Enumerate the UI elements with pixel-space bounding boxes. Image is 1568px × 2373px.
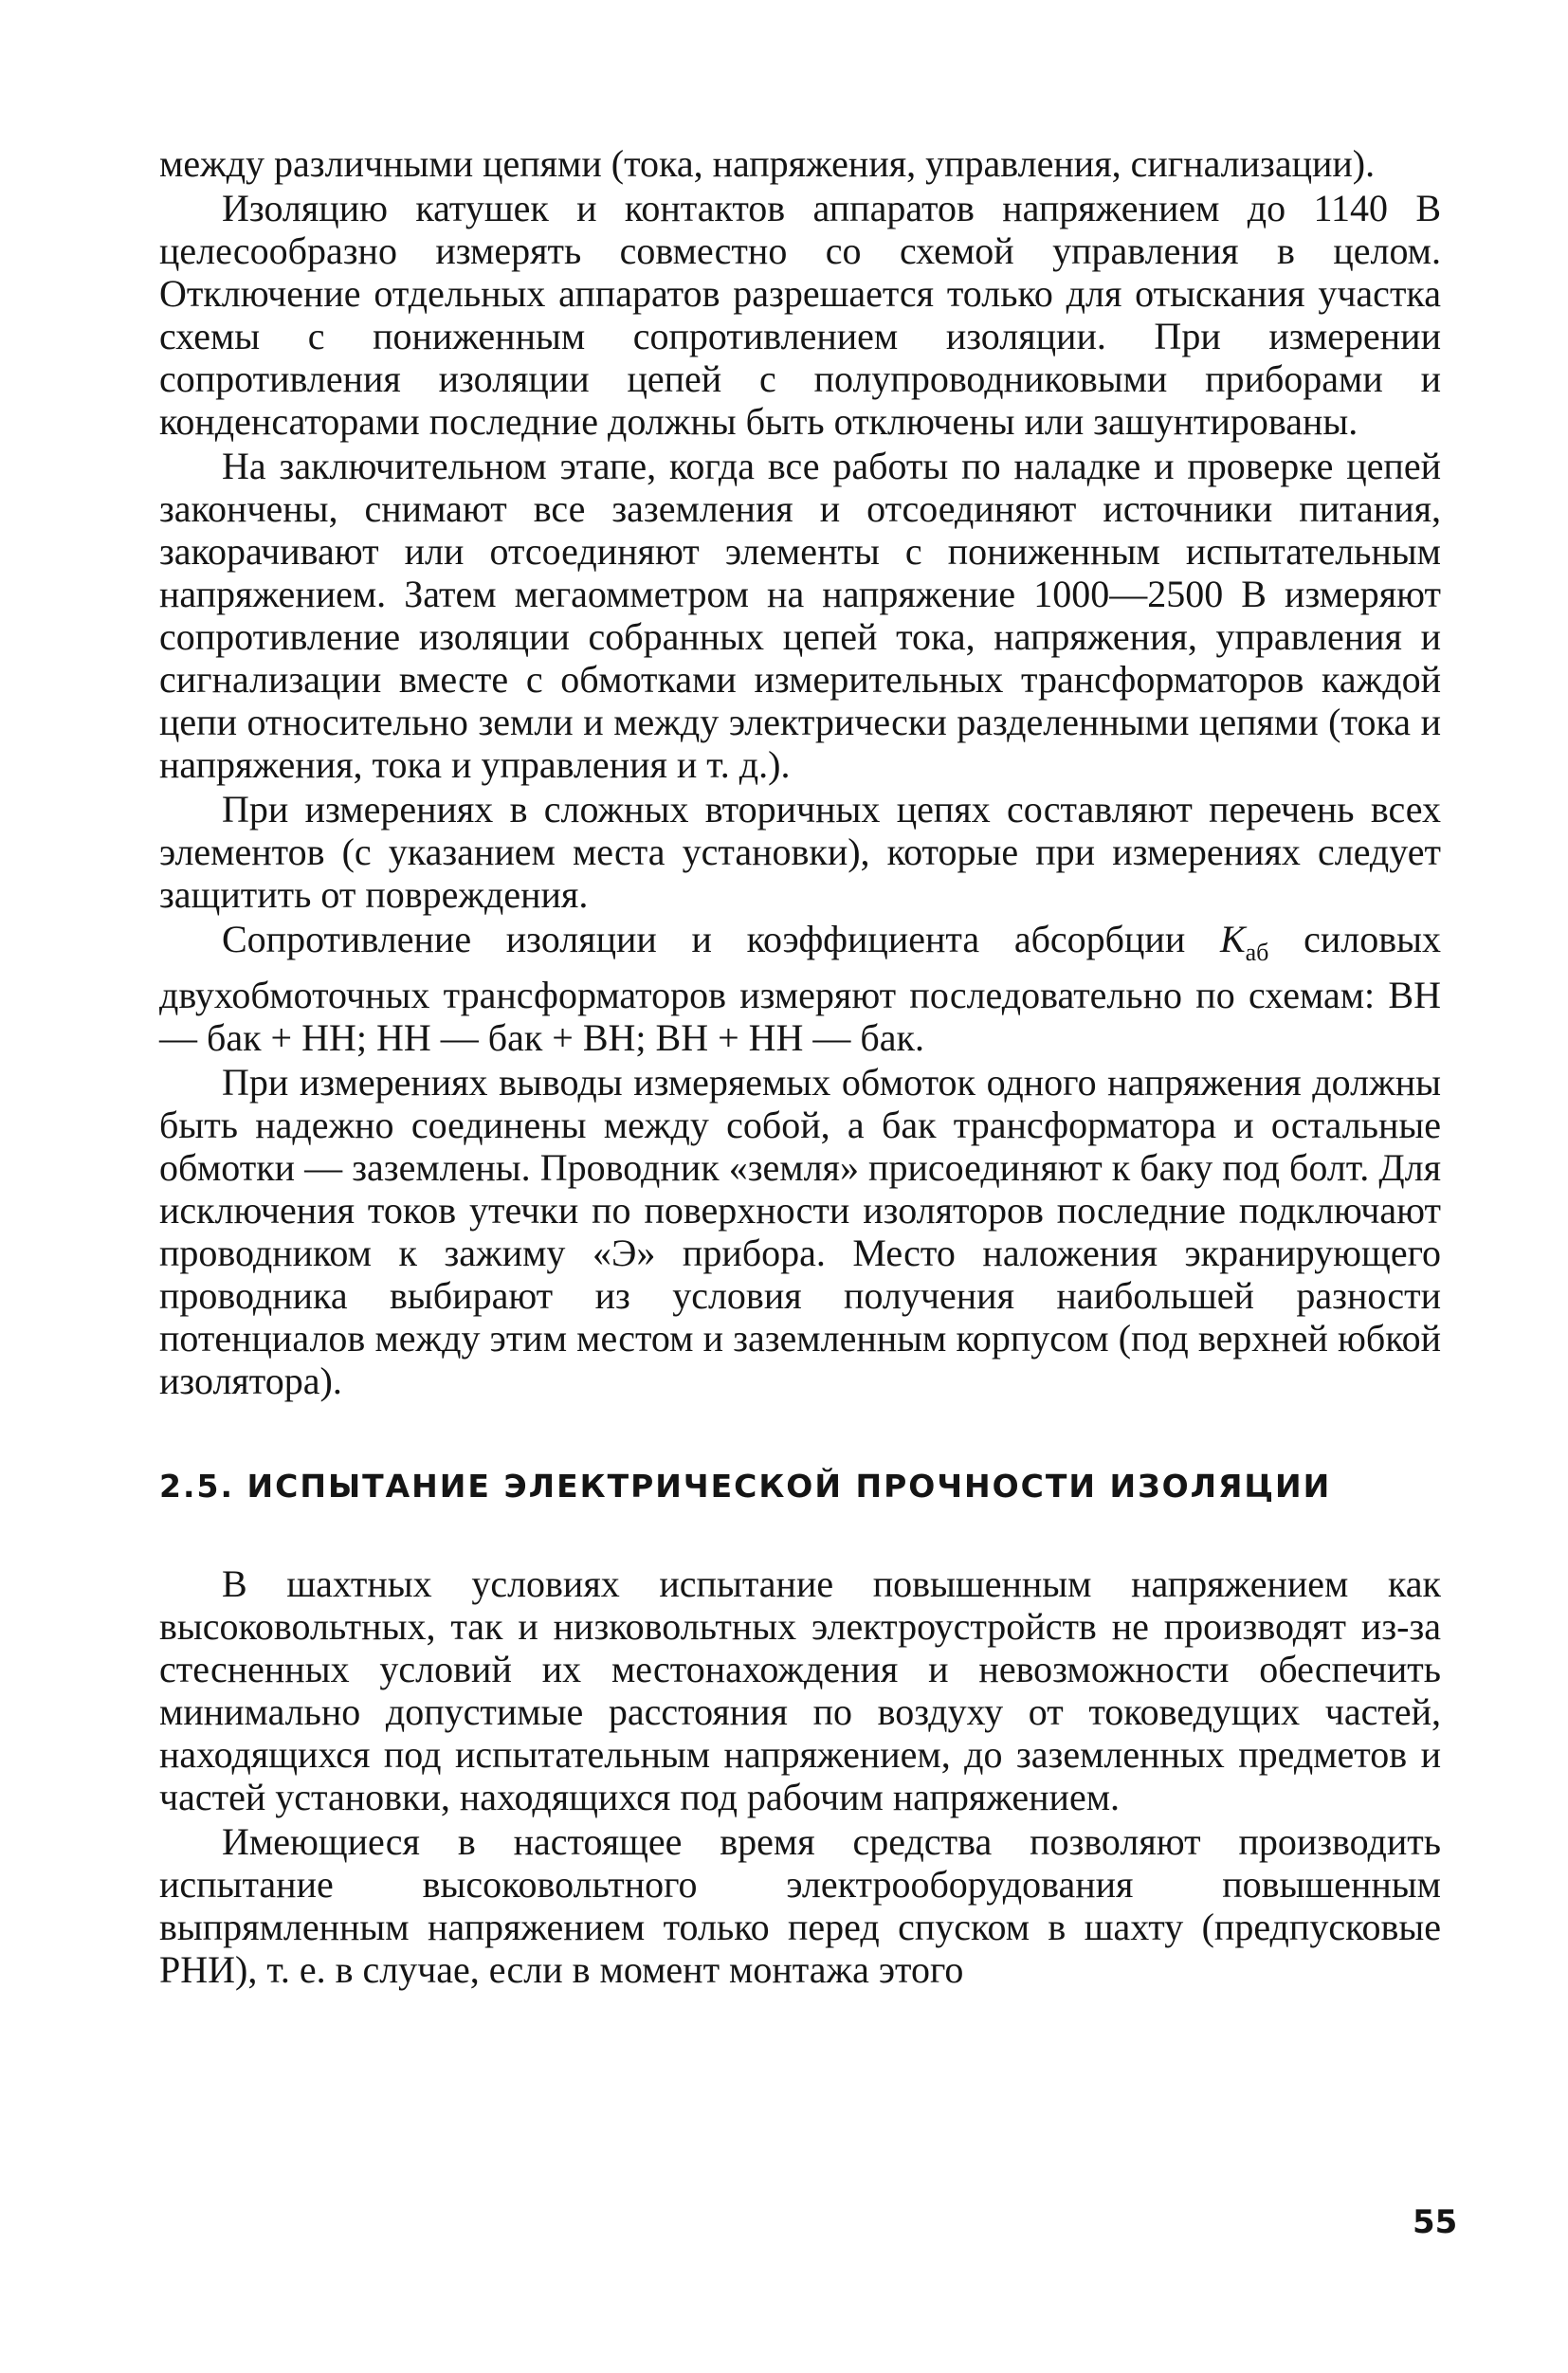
paragraph-continuation: между различными цепями (тока, напряжения, управления, сигнализации). (159, 142, 1376, 185)
absorption-text-after: силовых двухобмоточных трансформаторов измеряют последовательно по схемам: ВН — бак + НН; НН — бак + ВН; ВН + НН — бак. (159, 918, 1441, 1059)
absorption-symbol: K (1219, 918, 1246, 960)
paragraph-insulation-coils: Изоляцию катушек и контактов аппаратов напряжением до 1140 В целесообразно измерять совместно со схемой управления в целом. Отключение отдельных аппаратов разрешается только для отыскания участка схемы с пониженным сопротивлением изоляции. При измерении сопротивления изоляции цепей с полупроводниковыми приборами и конденсаторами последние должны быть отключены или зашунтированы. (159, 187, 1441, 443)
paragraph-absorption (159, 918, 1441, 1059)
paragraph-mine-conditions: В шахтных условиях испытание повышенным напряжением как высоковольтных, так и низковольтных электроустройств не производят из-за стесненных условий их местонахождения и невозможности обеспечить минимально допустимые расстояния по воздуху от токоведущих частей, находящихся под испытательным напряжением, до заземленных предметов и частей установки, находящихся под рабочим напряжением. (159, 1562, 1441, 1818)
absorption-subscript: аб (1245, 939, 1269, 966)
paragraph-measurement-leads: При измерениях выводы измеряемых обмоток одного напряжения должны быть надежно соединены между собой, а бак трансформатора и остальные обмотки — заземлены. Проводник «земля» присоединяют к баку под болт. Для исключения токов утечки по поверхности изоляторов последние подключают проводником к зажиму «Э» прибора. Место наложения экранирующего проводника выбирают из условия получения наибольшей разности потенциалов между этим местом и заземленным корпусом (под верхней юбкой изолятора). (159, 1061, 1441, 1402)
paragraph-final-stage: На заключительном этапе, когда все работы по наладке и проверке цепей закончены, снимают все заземления и отсоединяют источники питания, закорачивают или отсоединяют элементы с пониженным испытательным напряжением. Затем мегаомметром на напряжение 1000—2500 В измеряют сопротивление изоляции собранных цепей тока, напряжения, управления и сигнализации вместе с обмотками измерительных трансформаторов каждой цепи относительно земли и между электрически разделенными цепями (тока и напряжения, тока и управления и т. д.). (159, 445, 1441, 786)
page-number: 55 (1413, 2203, 1458, 2241)
section-heading: 2.5. ИСПЫТАНИЕ ЭЛЕКТРИЧЕСКОЙ ПРОЧНОСТИ ИЗОЛЯЦИИ (159, 1468, 1332, 1505)
absorption-text-before: Сопротивление изоляции и коэффициента абсорбции (222, 918, 1220, 960)
paragraph-existing-means: Имеющиеся в настоящее время средства позволяют производить испытание высоковольтного электрооборудования повышенным выпрямленным напряжением только перед спуском в шахту (предпусковые РНИ), т. е. в случае, если в момент монтажа этого (159, 1820, 1441, 1991)
page-body (159, 142, 1441, 1993)
paragraph-complex-circuits: При измерениях в сложных вторичных цепях составляют перечень всех элементов (с указанием места установки), которые при измерениях следует защитить от повреждения. (159, 788, 1441, 916)
